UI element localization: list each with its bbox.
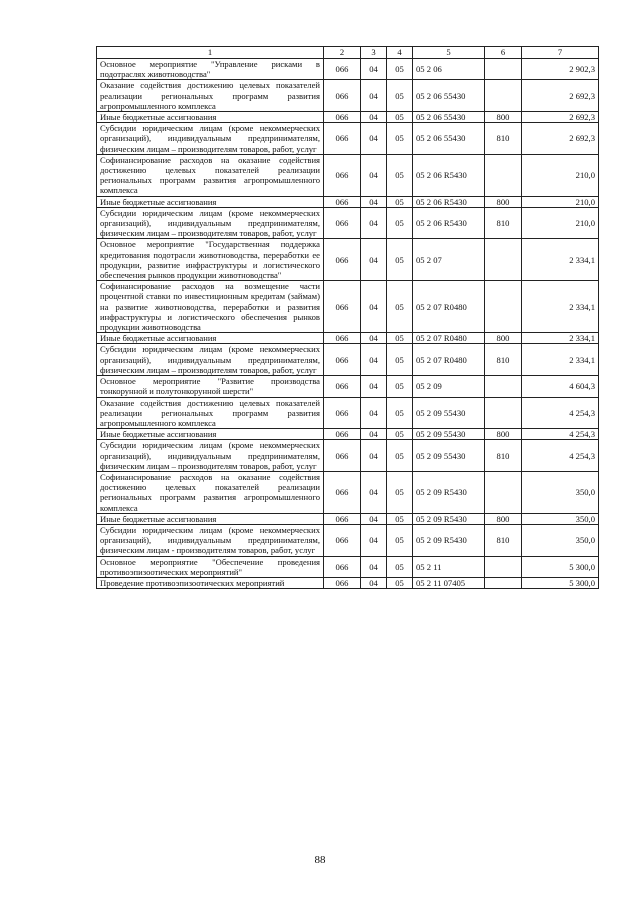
admin-code-cell: 066: [324, 471, 361, 513]
subsection-code-cell: 05: [387, 112, 413, 123]
admin-code-cell: 066: [324, 397, 361, 429]
table-row: [97, 577, 599, 588]
subsection-code-cell: 05: [387, 556, 413, 577]
section-code-cell: 04: [361, 239, 387, 281]
item-name-cell: Субсидии юридическим лицам (кроме некоммерческих организаций), индивидуальным предпринимателям, физическим лицам – производителям товаров, работ, услуг: [97, 344, 324, 376]
section-code-cell: 04: [361, 281, 387, 333]
expense-type-cell: [485, 556, 522, 577]
item-name-cell: Иные бюджетные ассигнования: [97, 196, 324, 207]
admin-code-cell: 066: [324, 207, 361, 239]
admin-code-cell: 066: [324, 344, 361, 376]
section-code-cell: 04: [361, 471, 387, 513]
amount-cell: 210,0: [522, 207, 599, 239]
item-name-cell: Иные бюджетные ассигнования: [97, 333, 324, 344]
target-article-cell: 05 2 06 55430: [413, 112, 485, 123]
column-number-7: 7: [522, 47, 599, 59]
subsection-code-cell: 05: [387, 59, 413, 80]
section-code-cell: 04: [361, 207, 387, 239]
admin-code-cell: 066: [324, 123, 361, 155]
item-name-cell: Основное мероприятие "Управление рисками в подотраслях животноводства": [97, 59, 324, 80]
amount-cell: 2 692,3: [522, 123, 599, 155]
item-name-cell: Оказание содействия достижению целевых показателей реализации региональных программ развития агропромышленного комплекса: [97, 397, 324, 429]
table-body: [97, 47, 599, 589]
target-article-cell: 05 2 07 R0480: [413, 344, 485, 376]
item-name-cell: Иные бюджетные ассигнования: [97, 429, 324, 440]
admin-code-cell: 066: [324, 112, 361, 123]
amount-cell: 350,0: [522, 524, 599, 556]
section-code-cell: 04: [361, 80, 387, 112]
target-article-cell: 05 2 07 R0480: [413, 281, 485, 333]
table-row: [97, 440, 599, 472]
section-code-cell: 04: [361, 59, 387, 80]
expense-type-cell: 800: [485, 333, 522, 344]
table-row: [97, 524, 599, 556]
amount-cell: 210,0: [522, 154, 599, 196]
target-article-cell: 05 2 06 55430: [413, 80, 485, 112]
amount-cell: 2 692,3: [522, 80, 599, 112]
admin-code-cell: 066: [324, 376, 361, 397]
section-code-cell: 04: [361, 333, 387, 344]
table-row: [97, 429, 599, 440]
column-number-row: [97, 47, 599, 59]
item-name-cell: Иные бюджетные ассигнования: [97, 112, 324, 123]
column-number-3: 3: [361, 47, 387, 59]
expense-type-cell: 800: [485, 112, 522, 123]
table-row: [97, 344, 599, 376]
admin-code-cell: 066: [324, 333, 361, 344]
target-article-cell: 05 2 06 R5430: [413, 207, 485, 239]
expense-type-cell: 810: [485, 207, 522, 239]
target-article-cell: 05 2 06 R5430: [413, 196, 485, 207]
subsection-code-cell: 05: [387, 397, 413, 429]
target-article-cell: 05 2 06 55430: [413, 123, 485, 155]
admin-code-cell: 066: [324, 524, 361, 556]
target-article-cell: 05 2 07: [413, 239, 485, 281]
section-code-cell: 04: [361, 397, 387, 429]
target-article-cell: 05 2 09 55430: [413, 397, 485, 429]
item-name-cell: Софинансирование расходов на возмещение части процентной ставки по инвестиционным кредитам (займам) на развитие животноводства, переработки и развития инфраструктуры и логистического обеспечения рынков продукции животноводства: [97, 281, 324, 333]
amount-cell: 2 334,1: [522, 281, 599, 333]
target-article-cell: 05 2 09 R5430: [413, 513, 485, 524]
admin-code-cell: 066: [324, 239, 361, 281]
item-name-cell: Софинансирование расходов на оказание содействия достижению целевых показателей реализации региональных программ развития агропромышленного комплекса: [97, 471, 324, 513]
subsection-code-cell: 05: [387, 440, 413, 472]
subsection-code-cell: 05: [387, 207, 413, 239]
item-name-cell: Основное мероприятие "Развитие производства тонкорунной и полутонкорунной шерсти": [97, 376, 324, 397]
table-row: [97, 556, 599, 577]
amount-cell: 2 334,1: [522, 333, 599, 344]
amount-cell: 4 254,3: [522, 397, 599, 429]
amount-cell: 5 300,0: [522, 577, 599, 588]
expense-type-cell: [485, 397, 522, 429]
subsection-code-cell: 05: [387, 577, 413, 588]
expense-type-cell: [485, 59, 522, 80]
target-article-cell: 05 2 09 R5430: [413, 471, 485, 513]
column-number-6: 6: [485, 47, 522, 59]
item-name-cell: Основное мероприятие "Обеспечение проведения противоэпизоотических мероприятий": [97, 556, 324, 577]
table-row: [97, 397, 599, 429]
amount-cell: 350,0: [522, 513, 599, 524]
amount-cell: 350,0: [522, 471, 599, 513]
amount-cell: 4 604,3: [522, 376, 599, 397]
subsection-code-cell: 05: [387, 239, 413, 281]
table-row: [97, 471, 599, 513]
expense-type-cell: [485, 471, 522, 513]
section-code-cell: 04: [361, 513, 387, 524]
section-code-cell: 04: [361, 524, 387, 556]
subsection-code-cell: 05: [387, 471, 413, 513]
table-row: [97, 112, 599, 123]
subsection-code-cell: 05: [387, 513, 413, 524]
subsection-code-cell: 05: [387, 344, 413, 376]
target-article-cell: 05 2 06 R5430: [413, 154, 485, 196]
expense-type-cell: [485, 376, 522, 397]
expense-type-cell: 810: [485, 123, 522, 155]
amount-cell: 2 334,1: [522, 239, 599, 281]
admin-code-cell: 066: [324, 556, 361, 577]
table-row: [97, 333, 599, 344]
column-number-5: 5: [413, 47, 485, 59]
admin-code-cell: 066: [324, 440, 361, 472]
target-article-cell: 05 2 11 07405: [413, 577, 485, 588]
table-row: [97, 207, 599, 239]
table-row: [97, 513, 599, 524]
subsection-code-cell: 05: [387, 281, 413, 333]
admin-code-cell: 066: [324, 196, 361, 207]
table-row: [97, 376, 599, 397]
expense-type-cell: [485, 154, 522, 196]
table-row: [97, 196, 599, 207]
table-row: [97, 80, 599, 112]
target-article-cell: 05 2 09: [413, 376, 485, 397]
section-code-cell: 04: [361, 577, 387, 588]
expense-type-cell: [485, 80, 522, 112]
target-article-cell: 05 2 07 R0480: [413, 333, 485, 344]
item-name-cell: Проведение противоэпизоотических мероприятий: [97, 577, 324, 588]
admin-code-cell: 066: [324, 281, 361, 333]
target-article-cell: 05 2 09 R5430: [413, 524, 485, 556]
section-code-cell: 04: [361, 344, 387, 376]
expense-type-cell: [485, 239, 522, 281]
expense-type-cell: 800: [485, 196, 522, 207]
column-number-4: 4: [387, 47, 413, 59]
target-article-cell: 05 2 09 55430: [413, 440, 485, 472]
amount-cell: 4 254,3: [522, 429, 599, 440]
item-name-cell: Субсидии юридическим лицам (кроме некоммерческих организаций), индивидуальным предпринимателям, физическим лицам – производителям товаров, работ, услуг: [97, 123, 324, 155]
expense-type-cell: 810: [485, 440, 522, 472]
amount-cell: 5 300,0: [522, 556, 599, 577]
amount-cell: 210,0: [522, 196, 599, 207]
admin-code-cell: 066: [324, 154, 361, 196]
amount-cell: 2 334,1: [522, 344, 599, 376]
subsection-code-cell: 05: [387, 333, 413, 344]
amount-cell: 4 254,3: [522, 440, 599, 472]
expense-type-cell: 810: [485, 524, 522, 556]
table-row: [97, 281, 599, 333]
item-name-cell: Субсидии юридическим лицам (кроме некоммерческих организаций), индивидуальным предпринимателям, физическим лицам – производителям товаров, работ, услуг: [97, 440, 324, 472]
section-code-cell: 04: [361, 556, 387, 577]
admin-code-cell: 066: [324, 429, 361, 440]
section-code-cell: 04: [361, 440, 387, 472]
amount-cell: 2 692,3: [522, 112, 599, 123]
item-name-cell: Софинансирование расходов на оказание содействия достижению целевых показателей реализации региональных программ развития агропромышленного комплекса: [97, 154, 324, 196]
subsection-code-cell: 05: [387, 154, 413, 196]
subsection-code-cell: 05: [387, 80, 413, 112]
page-number: 88: [314, 854, 326, 866]
section-code-cell: 04: [361, 154, 387, 196]
item-name-cell: Иные бюджетные ассигнования: [97, 513, 324, 524]
column-number-1: 1: [97, 47, 324, 59]
item-name-cell: Оказание содействия достижению целевых показателей реализации региональных программ развития агропромышленного комплекса: [97, 80, 324, 112]
section-code-cell: 04: [361, 112, 387, 123]
subsection-code-cell: 05: [387, 376, 413, 397]
table-row: [97, 154, 599, 196]
target-article-cell: 05 2 09 55430: [413, 429, 485, 440]
budget-table: [96, 46, 599, 589]
amount-cell: 2 902,3: [522, 59, 599, 80]
admin-code-cell: 066: [324, 513, 361, 524]
table-row: [97, 239, 599, 281]
table-row: [97, 59, 599, 80]
expense-type-cell: [485, 281, 522, 333]
section-code-cell: 04: [361, 123, 387, 155]
expense-type-cell: 800: [485, 429, 522, 440]
target-article-cell: 05 2 06: [413, 59, 485, 80]
column-number-2: 2: [324, 47, 361, 59]
target-article-cell: 05 2 11: [413, 556, 485, 577]
item-name-cell: Субсидии юридическим лицам (кроме некоммерческих организаций), индивидуальным предпринимателям, физическим лицам – производителям товаров, работ, услуг: [97, 207, 324, 239]
section-code-cell: 04: [361, 429, 387, 440]
expense-type-cell: [485, 577, 522, 588]
subsection-code-cell: 05: [387, 429, 413, 440]
subsection-code-cell: 05: [387, 123, 413, 155]
admin-code-cell: 066: [324, 577, 361, 588]
admin-code-cell: 066: [324, 80, 361, 112]
section-code-cell: 04: [361, 196, 387, 207]
admin-code-cell: 066: [324, 59, 361, 80]
section-code-cell: 04: [361, 376, 387, 397]
item-name-cell: Субсидии юридическим лицам (кроме некоммерческих организаций), индивидуальным предпринимателям, физическим лицам - производителям товаров, работ, услуг: [97, 524, 324, 556]
subsection-code-cell: 05: [387, 524, 413, 556]
expense-type-cell: 810: [485, 344, 522, 376]
subsection-code-cell: 05: [387, 196, 413, 207]
item-name-cell: Основное мероприятие "Государственная поддержка кредитования подотрасли животноводства, переработки ее продукции, развитие инфраструктуры и логистического обеспечения рынков продукции животноводства": [97, 239, 324, 281]
expense-type-cell: 800: [485, 513, 522, 524]
table-row: [97, 123, 599, 155]
